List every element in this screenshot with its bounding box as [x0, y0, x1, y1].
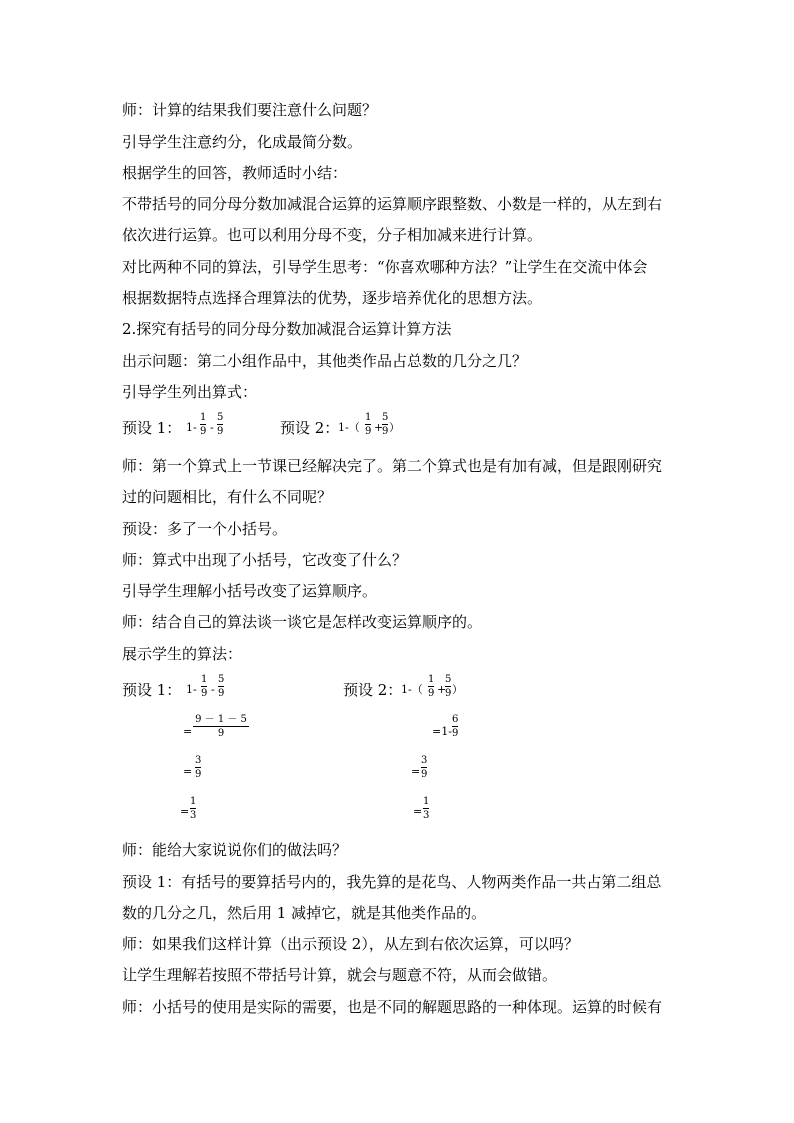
paragraph-9-line-1: 师：第一个算式上一节课已经解决完了。第二个算式也是有加有减，但是跟刚研究 — [122, 457, 663, 475]
solution-1-step-3-equals: = — [180, 805, 190, 818]
formula-1-frac-a: 1 9 — [200, 412, 207, 437]
paragraph-17: 师：如果我们这样计算（出示预设 2），从左到右依次运算，可以吗？ — [122, 935, 579, 953]
paragraph-4-line-2: 依次进行运算。也可以利用分母不变，分子相加减来进行计算。 — [122, 226, 543, 244]
formula-1-frac-b: 5 9 — [217, 412, 224, 437]
solution-1-step-2-frac: 3 9 — [195, 755, 202, 780]
paragraph-16-line-2: 数的几分之几，然后用 1 减掉它，就是其他类作品的。 — [122, 904, 487, 922]
paragraph-16-line-1: 预设 1：有括号的要算括号内的，我先算的是花鸟、人物两类作品一共占第二组总 — [122, 873, 662, 891]
paragraph-18: 让学生理解若按照不带括号计算，就会与题意不符，从而会做错。 — [122, 966, 558, 984]
solution-2-step-1-prefix: =1- — [432, 725, 452, 738]
paragraph-19: 师：小括号的使用是实际的需要，也是不同的解题思路的一种体现。运算的时候有 — [122, 998, 663, 1016]
formula-2-one-minus-paren: 1-（ — [338, 421, 360, 434]
solution-1-step-1-frac: 9 － 1 － 5 9 — [193, 714, 249, 739]
paragraph-5-line-2: 根据数据特点选择合理算法的优势，逐步培养优化的思想方法。 — [122, 289, 543, 307]
solution-1-frac-b: 5 9 — [218, 674, 225, 699]
solution-2-frac-a: 1 9 — [428, 674, 435, 699]
paragraph-2: 引导学生注意约分，化成最简分数。 — [122, 133, 363, 151]
paragraph-9-line-2: 过的问题相比，有什么不同呢？ — [122, 488, 333, 506]
paragraph-8: 引导学生列出算式： — [122, 383, 258, 401]
solution-1-minus: - — [211, 683, 215, 696]
solution-1-label: 预设 1： — [122, 681, 182, 699]
formula-1-minus: - — [210, 421, 214, 434]
solution-2-step-2-equals: = — [411, 765, 421, 778]
paragraph-1: 师：计算的结果我们要注意什么问题？ — [122, 101, 378, 119]
solution-1-step-2-equals: = — [183, 765, 193, 778]
solution-1-one-minus: 1- — [186, 683, 197, 696]
solution-1-step-1-equals: = — [183, 725, 193, 738]
paragraph-11: 师：算式中出现了小括号，它改变了什么？ — [122, 551, 408, 569]
paragraph-10: 预设：多了一个小括号。 — [122, 520, 288, 538]
formula-1-one-minus: 1- — [186, 421, 197, 434]
solution-2-frac-b: 5 9 — [445, 674, 452, 699]
solution-2-plus: + — [437, 683, 447, 696]
solution-2-step-1-frac: 6 9 — [452, 714, 459, 739]
solution-2-step-3-frac: 1 3 — [423, 796, 430, 821]
paragraph-5-line-1: 对比两种不同的算法，引导学生思考：“你喜欢哪种方法？”让学生在交流中体会 — [122, 258, 648, 276]
solution-2-one-minus-paren: 1-（ — [401, 683, 423, 696]
solution-1-frac-a: 1 9 — [201, 674, 208, 699]
paragraph-13: 师：结合自己的算法谈一谈它是怎样改变运算顺序的。 — [122, 613, 483, 631]
formula-2-plus: + — [374, 421, 384, 434]
solution-2-step-3-equals: = — [413, 805, 423, 818]
paragraph-4-line-1: 不带括号的同分母分数加减混合运算的运算顺序跟整数、小数是一样的，从左到右 — [122, 195, 663, 213]
formula-1-label: 预设 1： — [122, 419, 182, 437]
formula-2-frac-b: 5 9 — [382, 412, 389, 437]
paragraph-14: 展示学生的算法： — [122, 645, 243, 663]
paragraph-12: 引导学生理解小括号改变了运算顺序。 — [122, 582, 378, 600]
solution-2-step-2-frac: 3 9 — [421, 755, 428, 780]
solution-2-close-paren: ） — [452, 683, 463, 696]
formula-2-close-paren: ） — [389, 421, 400, 434]
section-heading: 2.探究有括号的同分母分数加减混合运算计算方法 — [122, 320, 452, 338]
paragraph-15: 师：能给大家说说你们的做法吗？ — [122, 841, 348, 859]
solution-1-step-3-frac: 1 3 — [190, 796, 197, 821]
paragraph-7: 出示问题：第二小组作品中，其他类作品占总数的几分之几？ — [122, 352, 528, 370]
formula-2-frac-a: 1 9 — [365, 412, 372, 437]
formula-2-label: 预设 2： — [280, 419, 340, 437]
solution-2-label: 预设 2： — [343, 681, 403, 699]
paragraph-3: 根据学生的回答，教师适时小结： — [122, 164, 348, 182]
